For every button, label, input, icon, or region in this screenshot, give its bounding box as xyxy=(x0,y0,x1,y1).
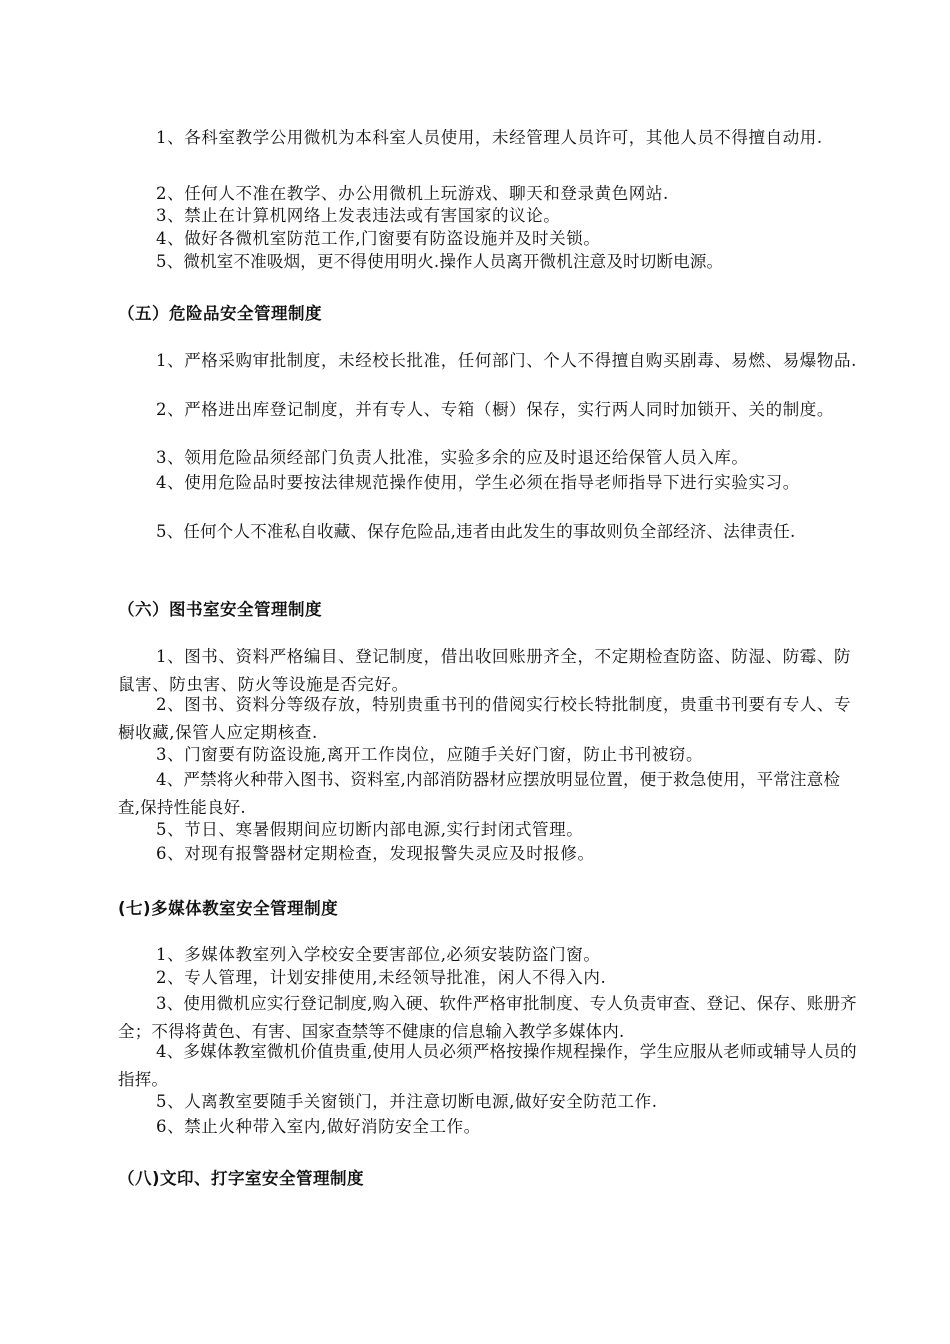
paragraph: 4、使用危险品时要按法律规范操作使用，学生必须在指导老师指导下进行实验实习。 xyxy=(156,473,800,492)
paragraph: 4、做好各微机室防范工作,门窗要有防盗设施并及时关锁。 xyxy=(156,229,601,248)
paragraph: 2、严格进出库登记制度，并有专人、专箱（橱）保存，实行两人同时加锁开、关的制度。 xyxy=(156,400,834,419)
paragraph: 1、多媒体教室列入学校安全要害部位,必须安装防盗门窗。 xyxy=(156,945,601,964)
section-heading: （六）图书室安全管理制度 xyxy=(118,600,322,619)
paragraph: 6、禁止火种带入室内,做好消防安全工作。 xyxy=(156,1117,481,1136)
paragraph: 5、任何个人不准私自收藏、保存危险品,违者由此发生的事故则负全部经济、法律责任. xyxy=(156,522,796,541)
section-heading: （五）危险品安全管理制度 xyxy=(118,304,322,323)
paragraph: 5、人离教室要随手关窗锁门，并注意切断电源,做好安全防范工作. xyxy=(156,1092,658,1111)
paragraph: 4、多媒体教室微机价值贵重,使用人员必须严格按操作规程操作，学生应服从老师或辅导人员的指挥。 xyxy=(118,1042,857,1089)
paragraph: 1、各科室教学公用微机为本科室人员使用，未经管理人员许可，其他人员不得擅自动用. xyxy=(156,128,823,147)
paragraph: 1、严格采购审批制度，未经校长批准，任何部门、个人不得擅自购买剧毒、易燃、易爆物品. xyxy=(156,351,857,370)
section-heading: (七)多媒体教室安全管理制度 xyxy=(118,899,339,918)
paragraph: 5、微机室不准吸烟，更不得使用明火.操作人员离开微机注意及时切断电源。 xyxy=(156,252,724,271)
paragraph: 3、禁止在计算机网络上发表违法或有害国家的议论。 xyxy=(156,206,561,225)
paragraph: 2、任何人不准在教学、办公用微机上玩游戏、聊天和登录黄色网站. xyxy=(156,184,669,203)
paragraph: 3、领用危险品须经部门负责人批准，实验多余的应及时退还给保管人员入库。 xyxy=(156,448,749,467)
paragraph: 4、严禁将火种带入图书、资料室,内部消防器材应摆放明显位置，便于救急使用，平常注意检查,保持性能良好. xyxy=(118,770,841,817)
paragraph: 2、图书、资料分等级存放，特别贵重书刊的借阅实行校长特批制度，贵重书刊要有专人、专橱收藏,保管人应定期核查. xyxy=(118,695,852,742)
paragraph: 6、对现有报警器材定期检查，发现报警失灵应及时报修。 xyxy=(156,844,595,863)
paragraph: 5、节日、寒暑假期间应切断内部电源,实行封闭式管理。 xyxy=(156,820,584,839)
paragraph: 1、图书、资料严格编目、登记制度，借出收回账册齐全，不定期检查防盗、防湿、防霉、防鼠害、防虫害、防火等设施是否完好。 xyxy=(118,647,852,694)
paragraph: 3、门窗要有防盗设施,离开工作岗位，应随手关好门窗，防止书刊被窃。 xyxy=(156,745,704,764)
paragraph: 3、使用微机应实行登记制度,购入硬、软件严格审批制度、专人负责审查、登记、保存、账册齐全；不得将黄色、有害、国家查禁等不健康的信息输入教学多媒体内. xyxy=(118,994,857,1041)
section-heading: （八)文印、打字室安全管理制度 xyxy=(118,1169,365,1188)
paragraph: 2、专人管理，计划安排使用,未经领导批准，闲人不得入内. xyxy=(156,968,607,987)
